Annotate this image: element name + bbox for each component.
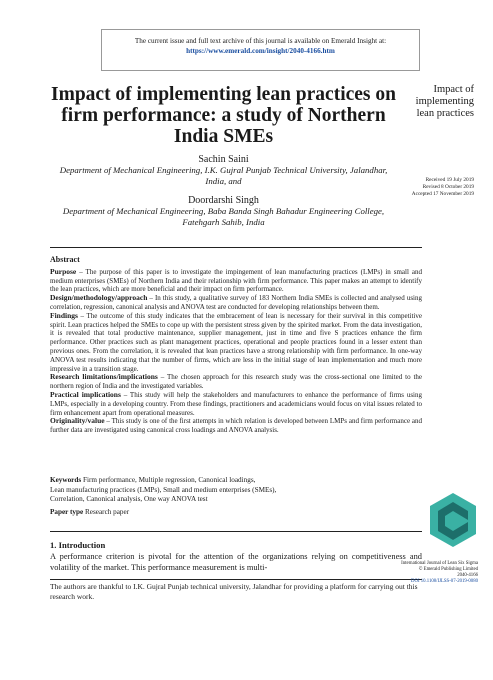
intro-text: A performance criterion is pivotal for the attention of the organizations relying on competitiveness and volatility of the market. This performance measurement is multi- bbox=[50, 552, 422, 572]
submission-dates bbox=[398, 177, 474, 199]
date-revised: Revised 8 October 2019 bbox=[422, 184, 474, 191]
abstract-practical: Practical implications – This study will help the stakeholders and manufacturers to enhance the performance of firms using LMPs, especially in a developing country. From these findings, practitioners and academicians would focus on vital issues related to firm enhancement apart from operational measures. bbox=[50, 389, 422, 417]
abstract-design: Design/methodology/approach – In this study, a qualitative survey of 183 Northern India SMEs is collected and analysed using correlation, regression, canonical analysis and ANOVA test are conducted for developing relationships between them. bbox=[50, 293, 422, 311]
author-block-1 bbox=[50, 154, 397, 187]
introduction bbox=[50, 540, 422, 573]
author-block-2 bbox=[50, 195, 397, 228]
keywords-line: Lean manufacturing practices (LMPs), Small and medium enterprises (SMEs), bbox=[50, 485, 277, 494]
author-affiliation: Department of Mechanical Engineering, I.K. Gujral Punjab Technical University, Jalandhar, India, and bbox=[59, 165, 388, 186]
abstract-limitations: Research limitations/implications – The chosen approach for this research study was the cross-sectional one limited to the northern region of India and the investigated variables. bbox=[50, 372, 422, 391]
abstract-top-rule bbox=[50, 247, 422, 248]
date-accepted: Accepted 17 November 2019 bbox=[411, 191, 474, 198]
date-received: Received 19 July 2019 bbox=[425, 177, 474, 183]
paper-type-value: Research paper bbox=[85, 507, 130, 516]
author-name: Doordarshi Singh bbox=[188, 195, 259, 206]
journal-name: International Journal of Lean Six Sigma bbox=[401, 561, 478, 566]
abstract-purpose: Purpose – The purpose of this paper is to investigate the impingement of lean manufacturing practices (LMPs) in small and medium enterprises (SMEs) of Northern India and their relationship with firm performance. This paper makes an attempt to identify the lean practices, which are more beneficial and their impact on firm performance. bbox=[50, 266, 422, 294]
abstract-findings: Findings – The outcome of this study indicates that the embracement of lean is necessary for their survival in this competitive spirit. Lean practices helped the SMEs to cope up with the persistent stress given by the spirited market. From the data investigation, it is revealed that total productive maintenance, supplier management, just in time and five S practices enhance the firm performance. Other practices such as plant management practices, operational and people practices found in a lesser extent than previous ones. From the correlation, it is revealed that lean practices have a strong relationship with firm performance. In one-way ANOVA test results indicating that the number of firms, which are less in the initial stage of lean implementation and much more impressive in a transition stage. bbox=[50, 310, 422, 373]
issn: 2040-4166 bbox=[457, 573, 478, 578]
keywords-label: Keywords bbox=[50, 476, 82, 484]
availability-text: The current issue and full text archive of this journal is available on Emerald Insight at: bbox=[134, 37, 387, 45]
abstract-originality: Originality/value – This study is one of the first attempts in which relation is developed between LMPs and firm performance and further data are investigated using canonical cross loadings and ANOVA analysis. bbox=[50, 416, 422, 435]
publisher: © Emerald Publishing Limited bbox=[418, 567, 478, 572]
author-name: Sachin Saini bbox=[198, 154, 249, 165]
keywords-line: Firm performance, Multiple regression, Canonical loadings, bbox=[82, 476, 256, 484]
keywords-line: Correlation, Canonical analysis, One way ANOVA test bbox=[50, 495, 208, 504]
journal-info bbox=[398, 561, 478, 585]
running-title: Impact of implementing lean practices bbox=[415, 84, 474, 119]
acknowledgement-footnote: The authors are thankful to I.K. Gujral Punjab technical university, Jalandhar for providing a platform for carrying out this research work. bbox=[50, 582, 418, 601]
keywords-block bbox=[50, 476, 422, 517]
doi-link[interactable]: DOI 10.1108/IJLSS-07-2019-0080 bbox=[411, 579, 478, 584]
abstract-heading: Abstract bbox=[50, 255, 80, 264]
footnote-rule bbox=[50, 579, 422, 580]
journal-url-link[interactable]: https://www.emerald.com/insight/2040-4166.htm bbox=[186, 47, 335, 55]
author-affiliation: Department of Mechanical Engineering, Baba Banda Singh Bahadur Engineering College, Fatehgarh Sahib, India bbox=[62, 206, 385, 227]
emerald-logo-icon bbox=[428, 492, 478, 550]
intro-heading: 1. Introduction bbox=[50, 540, 106, 550]
paper-type-label: Paper type bbox=[50, 507, 84, 516]
abstract-bottom-rule bbox=[50, 531, 422, 532]
paper-title: Impact of implementing lean practices on firm performance: a study of Northern India SMEs bbox=[50, 84, 396, 147]
abstract bbox=[50, 256, 422, 435]
journal-availability-box bbox=[101, 29, 420, 71]
